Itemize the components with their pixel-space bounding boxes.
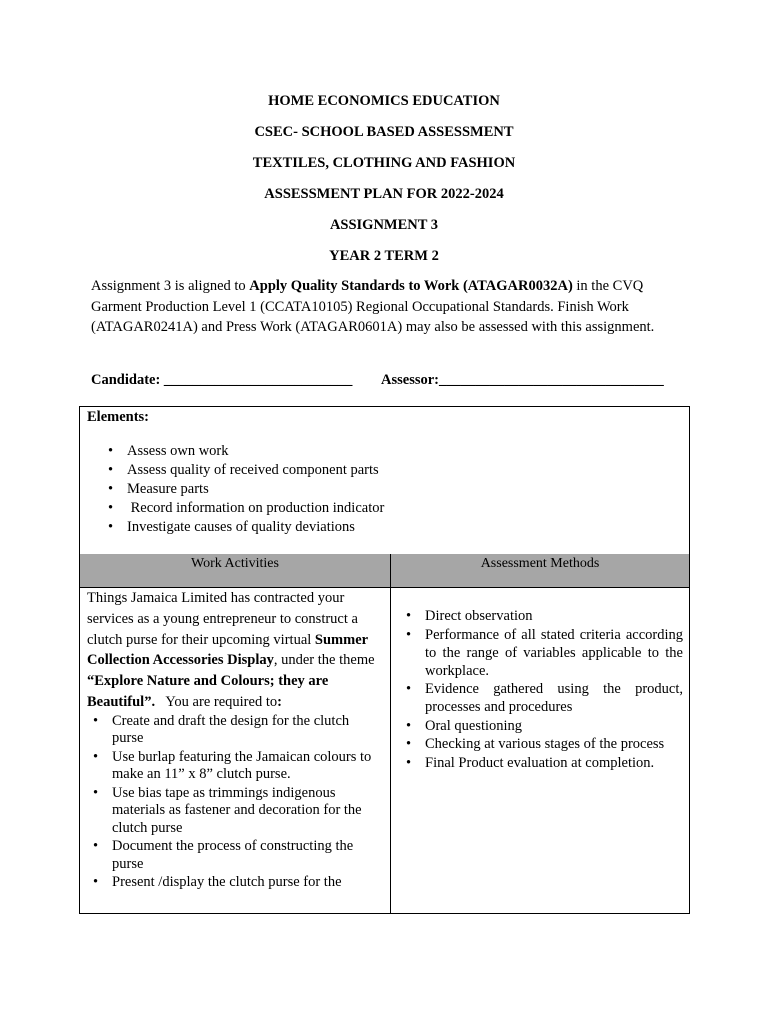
heading-subject: TEXTILES, CLOTHING AND FASHION	[252, 155, 516, 171]
element-item: • Record information on production indicator	[102, 499, 662, 518]
scenario-text-2: , under the theme	[273, 652, 375, 669]
scenario-event-name: Summer Collection Accessories Display	[87, 631, 368, 669]
assessment-methods-cell	[400, 607, 683, 772]
scenario-theme: “Explore Nature and Colours; they are Beautiful”.	[87, 673, 329, 710]
method-item: • Direct observation	[400, 607, 683, 625]
work-item: • Document the process of constructing the purse	[87, 838, 383, 873]
method-item: • Oral questioning	[400, 717, 683, 735]
intro-unit-title: Apply Quality Standards to Work (ATAGAR0032A)	[249, 278, 573, 294]
method-item: • Final Product evaluation at completion.	[400, 754, 683, 772]
elements-row	[80, 407, 689, 555]
column-header-assessment-methods: Assessment Methods	[480, 556, 600, 571]
method-item: • Checking at various stages of the process	[400, 735, 683, 753]
work-item: • Create and draft the design for the clutch purse	[87, 713, 383, 748]
method-item: • Performance of all stated criteria according to the range of variables applicable to the workplace.	[400, 626, 683, 680]
element-item: • Measure parts	[102, 480, 662, 499]
work-scenario-text	[87, 588, 383, 713]
assessment-methods-list	[400, 607, 683, 772]
column-header-work-activities: Work Activities	[191, 556, 279, 571]
scenario-colon: :	[277, 693, 282, 710]
element-item: • Assess quality of received component parts	[102, 461, 662, 480]
work-item: • Use burlap featuring the Jamaican colours to make an 11” x 8” clutch purse.	[87, 749, 383, 784]
element-item: • Assess own work	[102, 442, 662, 461]
method-item: • Evidence gathered using the product, processes and procedures	[400, 680, 683, 716]
work-item: • Present /display the clutch purse for the	[87, 874, 383, 892]
element-item: • Investigate causes of quality deviations	[102, 518, 662, 537]
assessor-line: Assessor:_______________________________	[381, 372, 664, 388]
assessment-table	[79, 406, 690, 914]
scenario-text-3: You are required to	[155, 693, 278, 710]
table-header-row	[80, 554, 689, 588]
work-item: • Use bias tape as trimmings indigenous materials as fastener and decoration for the clutch purse	[87, 785, 383, 838]
heading-department: HOME ECONOMICS EDUCATION	[268, 93, 500, 109]
heading-year-term: YEAR 2 TERM 2	[329, 248, 439, 264]
work-activities-cell	[87, 588, 383, 893]
heading-assessment-type: CSEC- SCHOOL BASED ASSESSMENT	[254, 124, 514, 140]
candidate-line: Candidate: __________________________	[91, 372, 353, 388]
work-requirements-list	[87, 713, 383, 892]
intro-text-1: Assignment 3 is aligned to	[91, 278, 250, 294]
column-divider	[390, 554, 391, 913]
intro-paragraph	[91, 276, 687, 338]
elements-title: Elements:	[87, 409, 150, 425]
heading-assignment-number: ASSIGNMENT 3	[329, 217, 439, 233]
intro-text-2: in the CVQ Garment Production Level 1 (CCATA10105) Regional Occupational Standards. Finish Work (ATAGAR0241A) and Press Work (ATAGAR0601A) may also be assessed with this assignment.	[91, 278, 655, 335]
heading-plan-years: ASSESSMENT PLAN FOR 2022-2024	[264, 186, 504, 202]
scenario-text-1: Things Jamaica Limited has contracted your services as a young entrepreneur to construct a clutch purse for their upcoming virtual	[87, 590, 358, 648]
elements-list	[102, 442, 662, 537]
